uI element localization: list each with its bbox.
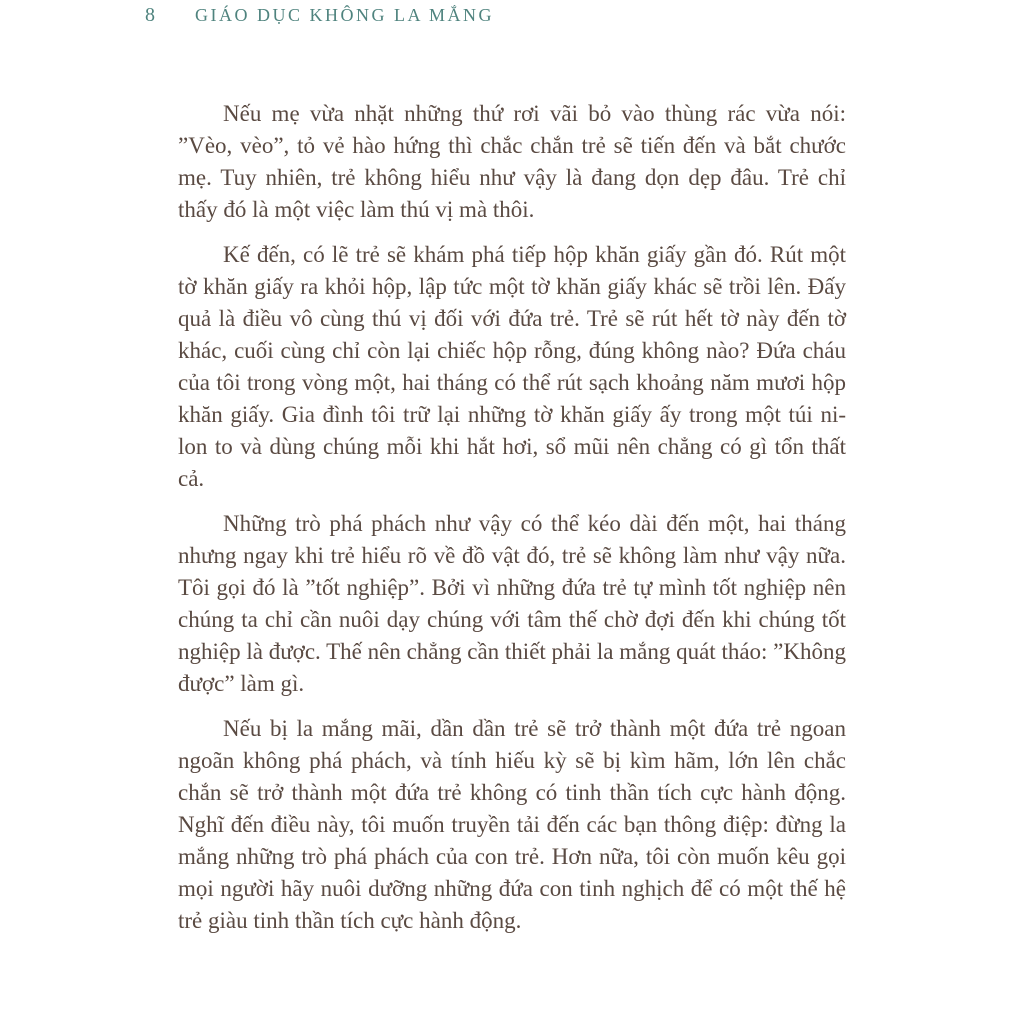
paragraph-list bbox=[178, 98, 846, 937]
paragraph: Nếu mẹ vừa nhặt những thứ rơi vãi bỏ vào thùng rác vừa nói: ”Vèo, vèo”, tỏ vẻ hào hứng thì chắc chắn trẻ sẽ tiến đến và bắt chước mẹ. Tuy nhiên, trẻ không hiểu như vậy là đang dọn dẹp đâu. Trẻ chỉ thấy đó là một việc làm thú vị mà thôi. bbox=[178, 101, 846, 222]
paragraph: Kế đến, có lẽ trẻ sẽ khám phá tiếp hộp khăn giấy gần đó. Rút một tờ khăn giấy ra khỏi hộp, lập tức một tờ khăn giấy khác sẽ trồi lên. Đấy quả là điều vô cùng thú vị đối với đứa trẻ. Trẻ sẽ rút hết tờ này đến tờ khác, cuối cùng chỉ còn lại chiếc hộp rỗng, đúng không nào? Đứa cháu của tôi trong vòng một, hai tháng có thể rút sạch khoảng năm mươi hộp khăn giấy. Gia đình tôi trữ lại những tờ khăn giấy ấy trong một túi ni-lon to và dùng chúng mỗi khi hắt hơi, sổ mũi nên chẳng có gì tổn thất cả. bbox=[178, 242, 846, 491]
body-text-block bbox=[178, 98, 846, 950]
paragraph: Những trò phá phách như vậy có thể kéo dài đến một, hai tháng nhưng ngay khi trẻ hiểu rõ về đồ vật đó, trẻ sẽ không làm như vậy nữa. Tôi gọi đó là ”tốt nghiệp”. Bởi vì những đứa trẻ tự mình tốt nghiệp nên chúng ta chỉ cần nuôi dạy chúng với tâm thế chờ đợi đến khi chúng tốt nghiệp là được. Thế nên chẳng cần thiết phải la mắng quát tháo: ”Không được” làm gì. bbox=[178, 511, 846, 696]
paragraph: Nếu bị la mắng mãi, dần dần trẻ sẽ trở thành một đứa trẻ ngoan ngoãn không phá phách, và tính hiếu kỳ sẽ bị kìm hãm, lớn lên chắc chắn sẽ trở thành một đứa trẻ không có tinh thần tích cực hành động. Nghĩ đến điều này, tôi muốn truyền tải đến các bạn thông điệp: đừng la mắng những trò phá phách của con trẻ. Hơn nữa, tôi còn muốn kêu gọi mọi người hãy nuôi dưỡng những đứa con tinh nghịch để có một thế hệ trẻ giàu tinh thần tích cực hành động. bbox=[178, 716, 846, 933]
page-number: 8 bbox=[145, 4, 155, 26]
page-header bbox=[145, 4, 494, 27]
running-head-title: GIÁO DỤC KHÔNG LA MẮNG bbox=[195, 5, 494, 25]
